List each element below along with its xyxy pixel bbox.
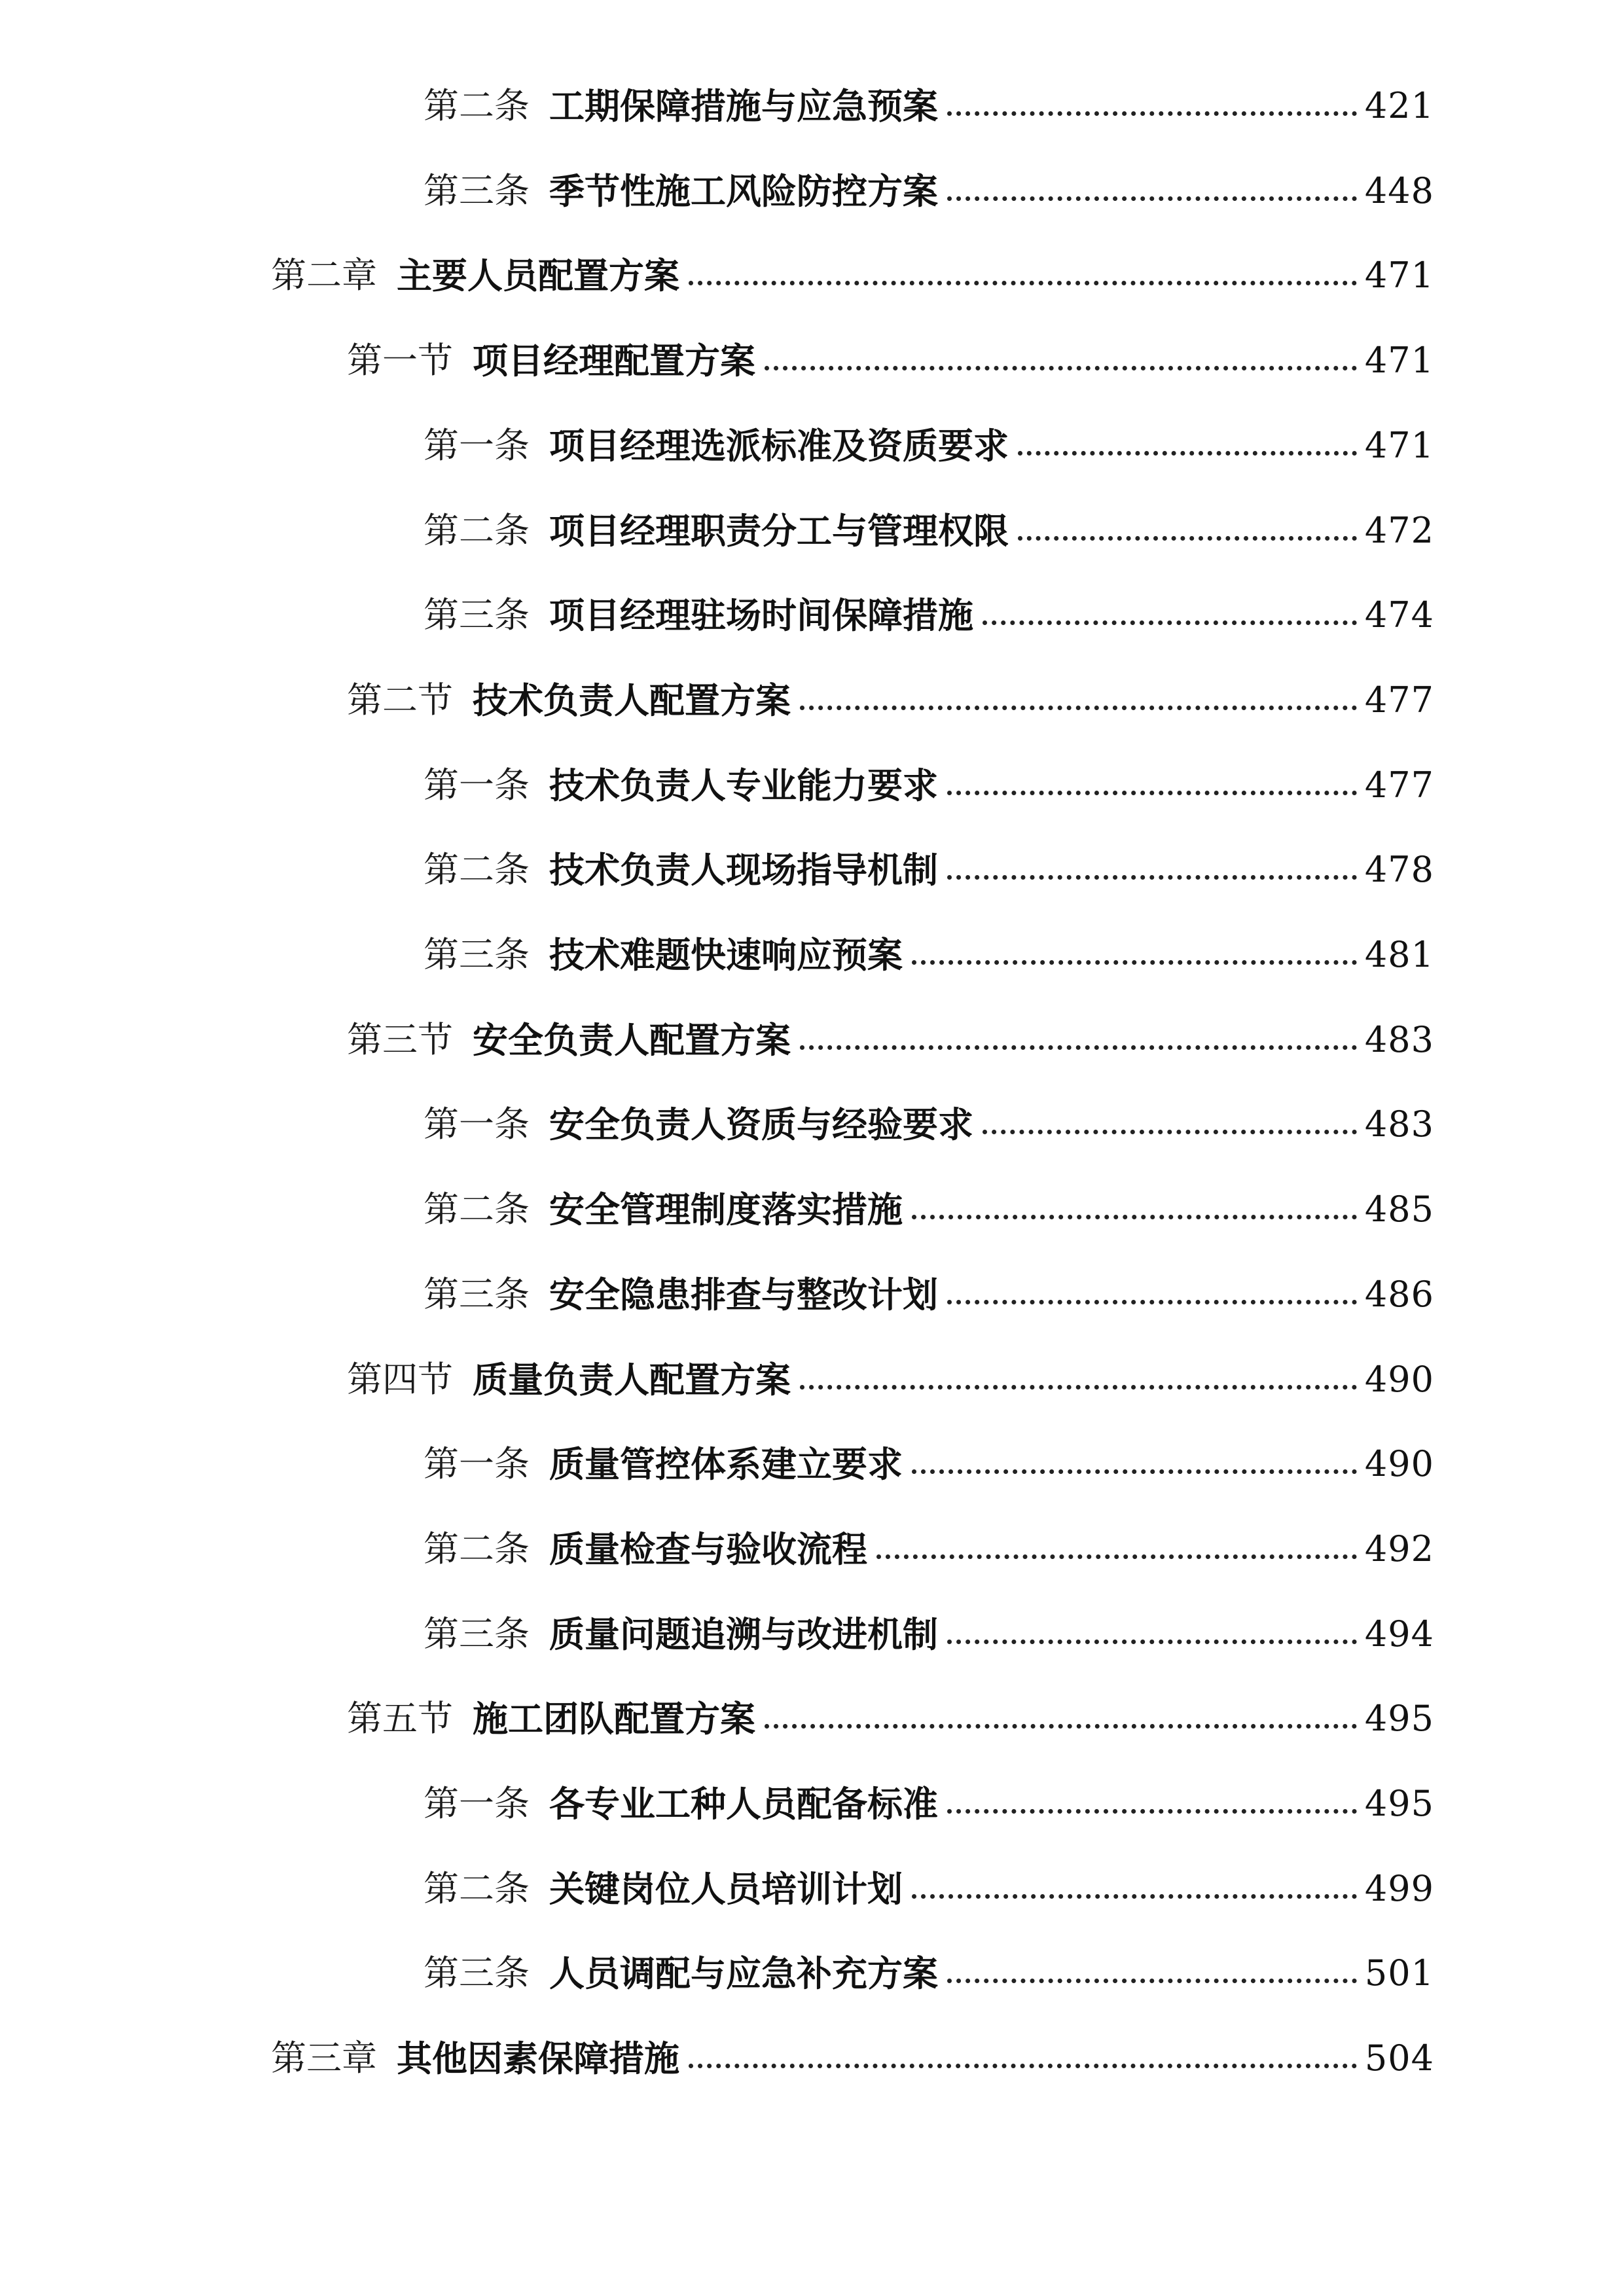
toc-entry-title: 主要人员配置方案 bbox=[397, 255, 679, 296]
toc-entry-article[interactable] bbox=[424, 1523, 1434, 1575]
toc-entry-number: 第二条 bbox=[424, 849, 530, 890]
dot-leader bbox=[912, 1215, 1357, 1219]
dot-leader bbox=[912, 960, 1357, 965]
toc-entry-page-number: 495 bbox=[1364, 1783, 1434, 1824]
toc-entry-title: 项目经理选派标准及资质要求 bbox=[549, 425, 1009, 467]
toc-entry-page-number: 486 bbox=[1364, 1274, 1434, 1315]
toc-entry-page-number: 483 bbox=[1364, 1019, 1434, 1060]
toc-entry-section[interactable] bbox=[347, 1014, 1434, 1066]
toc-entry-article[interactable] bbox=[424, 589, 1434, 641]
dot-leader bbox=[947, 1640, 1357, 1644]
toc-entry-page-number: 471 bbox=[1364, 340, 1434, 381]
dot-leader bbox=[947, 791, 1357, 795]
toc-entry-article[interactable] bbox=[424, 844, 1434, 896]
toc-entry-number: 第一条 bbox=[424, 764, 530, 806]
toc-entry-title: 季节性施工风险防控方案 bbox=[549, 170, 938, 212]
toc-entry-page-number: 478 bbox=[1364, 849, 1434, 890]
toc-entry-number: 第三条 bbox=[424, 170, 530, 211]
toc-entry-article[interactable] bbox=[424, 420, 1434, 472]
toc-entry-number: 第二条 bbox=[424, 510, 530, 551]
toc-entry-title: 施工团队配置方案 bbox=[473, 1698, 755, 1740]
toc-entry-title: 各专业工种人员配备标准 bbox=[549, 1783, 938, 1825]
toc-entry-number: 第一节 bbox=[347, 340, 453, 381]
toc-entry-page-number: 483 bbox=[1364, 1103, 1434, 1145]
toc-entry-number: 第三条 bbox=[424, 1274, 530, 1315]
toc-entry-number: 第二条 bbox=[424, 1528, 530, 1570]
toc-entry-page-number: 448 bbox=[1364, 170, 1434, 211]
toc-entry-article[interactable] bbox=[424, 1778, 1434, 1830]
dot-leader bbox=[983, 1130, 1357, 1134]
toc-entry-page-number: 494 bbox=[1364, 1613, 1434, 1655]
toc-entry-page-number: 501 bbox=[1364, 1952, 1434, 1994]
dot-leader bbox=[912, 1894, 1357, 1899]
toc-entry-title: 质量管控体系建立要求 bbox=[549, 1443, 903, 1485]
dot-leader bbox=[1018, 451, 1357, 456]
toc-entry-page-number: 421 bbox=[1364, 85, 1434, 126]
toc-entry-title: 安全隐患排查与整改计划 bbox=[549, 1274, 938, 1316]
toc-entry-title: 关键岗位人员培训计划 bbox=[549, 1868, 903, 1910]
toc-entry-page-number: 490 bbox=[1364, 1443, 1434, 1484]
toc-entry-article[interactable] bbox=[424, 1608, 1434, 1660]
toc-entry-title: 其他因素保障措施 bbox=[397, 2037, 679, 2079]
dot-leader bbox=[1018, 536, 1357, 541]
toc-entry-title: 人员调配与应急补充方案 bbox=[549, 1952, 938, 1994]
toc-entry-section[interactable] bbox=[347, 1354, 1434, 1406]
dot-leader bbox=[983, 620, 1357, 625]
toc-entry-page-number: 481 bbox=[1364, 934, 1434, 975]
dot-leader bbox=[947, 1979, 1357, 1983]
toc-entry-number: 第三章 bbox=[271, 2037, 377, 2079]
toc-entry-article[interactable] bbox=[424, 1098, 1434, 1151]
toc-entry-page-number: 471 bbox=[1364, 255, 1434, 296]
toc-entry-chapter[interactable] bbox=[271, 2032, 1434, 2085]
toc-entry-number: 第一条 bbox=[424, 1103, 530, 1145]
dot-leader bbox=[800, 706, 1357, 710]
toc-entry-title: 项目经理职责分工与管理权限 bbox=[549, 510, 1009, 552]
toc-entry-page-number: 471 bbox=[1364, 425, 1434, 466]
toc-entry-page-number: 490 bbox=[1364, 1359, 1434, 1400]
toc-entry-page-number: 504 bbox=[1364, 2037, 1434, 2079]
toc-entry-article[interactable] bbox=[424, 1947, 1434, 2000]
toc-entry-article[interactable] bbox=[424, 1183, 1434, 1236]
dot-leader bbox=[689, 2064, 1357, 2068]
toc-entry-number: 第二条 bbox=[424, 1868, 530, 1909]
toc-entry-title: 技术难题快速响应预案 bbox=[549, 934, 903, 976]
toc-entry-title: 质量负责人配置方案 bbox=[473, 1359, 791, 1401]
toc-entry-chapter[interactable] bbox=[271, 249, 1434, 302]
toc-entry-page-number: 492 bbox=[1364, 1528, 1434, 1570]
toc-entry-title: 项目经理配置方案 bbox=[473, 340, 755, 382]
toc-entry-number: 第三节 bbox=[347, 1019, 453, 1060]
toc-entry-article[interactable] bbox=[424, 1438, 1434, 1490]
toc-entry-article[interactable] bbox=[424, 80, 1434, 132]
toc-entry-number: 第一条 bbox=[424, 425, 530, 466]
toc-entry-number: 第一条 bbox=[424, 1443, 530, 1484]
toc-entry-number: 第三条 bbox=[424, 1952, 530, 1994]
toc-entry-article[interactable] bbox=[424, 929, 1434, 981]
toc-entry-title: 安全管理制度落实措施 bbox=[549, 1189, 903, 1230]
toc-entry-article[interactable] bbox=[424, 1863, 1434, 1915]
toc-entry-article[interactable] bbox=[424, 1268, 1434, 1321]
dot-leader bbox=[912, 1469, 1357, 1474]
dot-leader bbox=[947, 111, 1357, 116]
dot-leader bbox=[800, 1385, 1357, 1390]
toc-entry-title: 技术负责人现场指导机制 bbox=[549, 849, 938, 891]
toc-entry-number: 第三条 bbox=[424, 594, 530, 636]
dot-leader bbox=[689, 281, 1357, 285]
toc-entry-page-number: 485 bbox=[1364, 1189, 1434, 1230]
toc-entry-page-number: 477 bbox=[1364, 764, 1434, 806]
dot-leader bbox=[765, 366, 1357, 370]
toc-entry-article[interactable] bbox=[424, 505, 1434, 557]
toc-entry-number: 第二条 bbox=[424, 85, 530, 126]
dot-leader bbox=[765, 1724, 1357, 1729]
dot-leader bbox=[876, 1554, 1357, 1559]
toc-entry-number: 第三条 bbox=[424, 1613, 530, 1655]
toc-entry-number: 第一条 bbox=[424, 1783, 530, 1824]
dot-leader bbox=[947, 1809, 1357, 1814]
toc-entry-title: 项目经理驻场时间保障措施 bbox=[549, 594, 973, 636]
dot-leader bbox=[800, 1045, 1357, 1050]
toc-entry-number: 第二条 bbox=[424, 1189, 530, 1230]
toc-entry-article[interactable] bbox=[424, 759, 1434, 812]
toc-entry-section[interactable] bbox=[347, 334, 1434, 387]
toc-entry-page-number: 499 bbox=[1364, 1868, 1434, 1909]
toc-entry-title: 技术负责人配置方案 bbox=[473, 679, 791, 721]
toc-entry-section[interactable] bbox=[347, 674, 1434, 726]
toc-entry-title: 安全负责人资质与经验要求 bbox=[549, 1103, 973, 1145]
toc-entry-number: 第五节 bbox=[347, 1698, 453, 1739]
toc-entry-title: 质量检查与验收流程 bbox=[549, 1528, 867, 1570]
toc-entry-number: 第三条 bbox=[424, 934, 530, 975]
toc-entry-title: 技术负责人专业能力要求 bbox=[549, 764, 938, 806]
toc-entry-number: 第四节 bbox=[347, 1359, 453, 1400]
toc-entry-page-number: 495 bbox=[1364, 1698, 1434, 1739]
toc-entry-number: 第二章 bbox=[271, 255, 377, 296]
dot-leader bbox=[947, 875, 1357, 880]
toc-entry-article[interactable] bbox=[424, 165, 1434, 217]
dot-leader bbox=[947, 196, 1357, 201]
toc-entry-title: 质量问题追溯与改进机制 bbox=[549, 1613, 938, 1655]
toc-entry-title: 工期保障措施与应急预案 bbox=[549, 85, 938, 127]
dot-leader bbox=[947, 1300, 1357, 1304]
toc-entry-title: 安全负责人配置方案 bbox=[473, 1019, 791, 1061]
toc-entry-page-number: 477 bbox=[1364, 679, 1434, 721]
toc-entry-page-number: 472 bbox=[1364, 510, 1434, 551]
toc-entry-number: 第二节 bbox=[347, 679, 453, 721]
toc-entry-section[interactable] bbox=[347, 1693, 1434, 1745]
toc-entry-page-number: 474 bbox=[1364, 594, 1434, 636]
